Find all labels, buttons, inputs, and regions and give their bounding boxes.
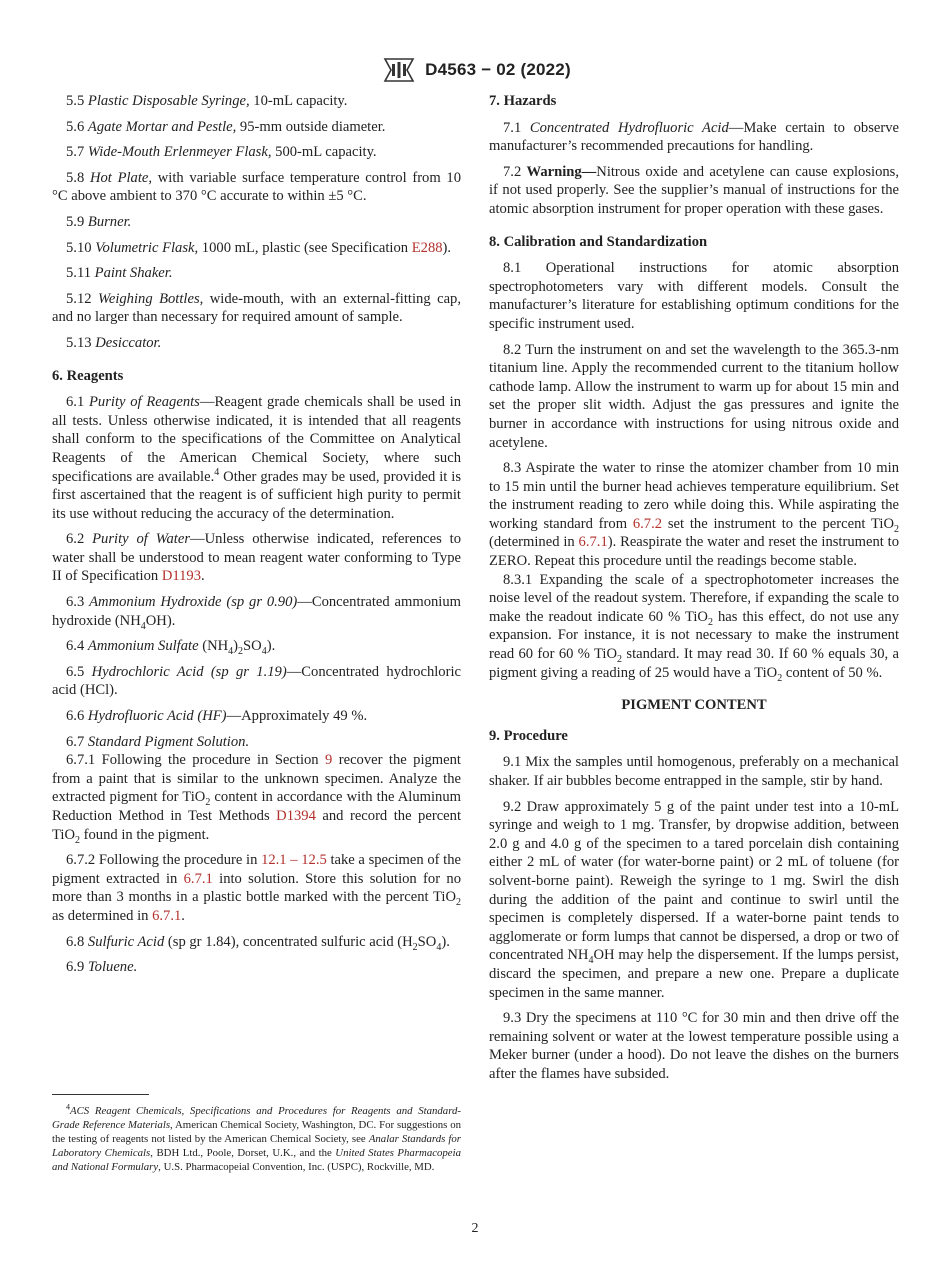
link-6-7-1[interactable]: 6.7.1 xyxy=(578,534,608,551)
section-5-5: 5.5 Plastic Disposable Syringe, 10-mL capacity. xyxy=(66,93,348,109)
section-5-11: 5.11 Paint Shaker. xyxy=(66,265,173,282)
link-6-7-2[interactable]: 6.7.2 xyxy=(632,515,663,532)
link-e288[interactable]: E288 xyxy=(411,239,443,256)
footnote-ref-4[interactable]: 4 xyxy=(214,466,220,478)
section-9-2: 9.2 Draw approximately 5 g of the paint under test into a 10-mL syringe and weigh to 1 mg. Transfer, by dropwise addition, between 2.0 g and 4.0 g of the specimen to a tared porcelain dish containing either 2 mL of water (for water-borne paint) or 2 mL of toluene (for solvent-borne paint). Reweigh the syringe to 1 mg. Swirl the dish during the addition of the paint and continue to swirl until the specimen is completely dispersed. If a water-borne paint tends to agglomerate or form lumps that cannot be dispersed, a drop or two of concentrated $NH_4OH$ may help the dispersement. If the lumps persist, discard the specimen, and prepare a new one. Prepare a duplicate specimen in the same manner. xyxy=(489,798,899,1001)
page-header xyxy=(0,56,950,84)
section-8-1: 8.1 Operational instructions for atomic absorption spectrophotometers vary with different models. Consult the manufacturer’s literature for establishing optimum conditions for the specific instrument used. xyxy=(489,260,899,332)
section-5-10: 5.10 Volumetric Flask, 1000 mL, plastic (see Specification E288). xyxy=(66,239,452,256)
section-6-9: 6.9 Toluene. xyxy=(66,959,138,976)
heading-reagents: 6. Reagents xyxy=(52,367,124,384)
section-7-1: 7.1 Concentrated Hydrofluoric Acid—Make certain to observe manufacturer’s recommended precautions for handling. xyxy=(489,119,899,155)
section-8-2: 8.2 Turn the instrument on and set the wavelength to the 365.3-nm titanium line. Apply the recommended current to the titanium hollow cathode lamp. Allow the instrument to warm up for about 15 min and set the proper slit width. Adjust the gas pressures and ignite the burner in accordance with instructions for using nitrous oxide and acetylene. xyxy=(489,341,899,451)
section-8-3: 8.3 Aspirate the water to rinse the atomizer chamber from 10 min to 15 min until the burner head achieves temperature equilibrium. Set the instrument reading to zero while doing this. While aspirating the working standard from 6.7.2 set the instrument to the percent TiO$_2$ (determined in 6.7.1). Reaspirate the water and reset the instrument to ZERO. Repeat this procedure until the readings become stable. xyxy=(489,460,900,570)
section-5-13: 5.13 Desiccator. xyxy=(66,334,162,351)
footnote-divider xyxy=(52,1094,149,1095)
section-8-3-1: 8.3.1 Expanding the scale of a spectrophotometer increases the noise level of the readout system. Therefore, if expanding the scale to make the readout indicate 60 % TiO$_2$ has this effect, do not use any expansion. For instance, it is not necessary to make the instrument read 60 for 60 % TiO$_2$ standard. It may read 30. If 60 % equals 30, a pigment giving a reading of 25 would have a TiO$_2$ content of 50 %. xyxy=(489,571,899,684)
link-12-1-12-5[interactable]: 12.1 – 12.5 xyxy=(261,852,327,869)
link-section-9[interactable]: 9 xyxy=(325,752,333,769)
section-6-1: 6.1 Purity of Reagents—Reagent grade chemicals shall be used in all tests. Unless otherwise indicated, it is intended that all reagents shall conform to the specifications of the Committee on Analytical Reagents of the American Chemical Society, where such specifications are available.$^4$ Other grades may be used, provided it is first ascertained that the reagent is of sufficient high purity to permit its use without reducing the accuracy of the determination. xyxy=(52,394,461,522)
section-6-8: 6.8 Sulfuric Acid (sp gr 1.84), concentrated sulfuric acid $(H_2SO_4)$. xyxy=(66,933,450,953)
section-6-7: 6.7 Standard Pigment Solution. xyxy=(66,733,250,750)
page-number: 2 xyxy=(471,1221,479,1236)
left-column xyxy=(52,92,461,984)
link-d1193[interactable]: D1193 xyxy=(161,568,202,585)
link-6-7-1[interactable]: 6.7.1 xyxy=(183,870,213,887)
section-6-5: 6.5 Hydrochloric Acid (sp gr 1.19)—Concentrated hydrochloric acid (HCl). xyxy=(52,663,461,699)
right-column xyxy=(489,92,899,1091)
heading-procedure: 9. Procedure xyxy=(489,727,568,744)
link-6-7-1[interactable]: 6.7.1 xyxy=(152,907,182,924)
section-7-2: 7.2 Warning—Nitrous oxide and acetylene can cause explosions, if not used properly. See the supplier’s manual of instructions for the atomic absorption instrument for proper operation with these gases. xyxy=(489,163,899,217)
astm-logo-icon xyxy=(379,56,419,84)
section-5-9: 5.9 Burner. xyxy=(66,213,132,230)
heading-hazards: 7. Hazards xyxy=(489,93,557,109)
section-5-7: 5.7 Wide-Mouth Erlenmeyer Flask, 500-mL capacity. xyxy=(66,144,377,161)
section-6-4: 6.4 Ammonium Sulfate $(NH_4)_2SO_4$). xyxy=(66,638,276,658)
footnote-4: $^4$ACS Reagent Chemicals, Specifications and Procedures for Reagents and Standard-Grade Reference Materials, American Chemical Society, Washington, DC. For suggestions on the testing of reagents not listed by the American Chemical Society, see Analar Standards for Laboratory Chemicals, BDH Ltd., Poole, Dorset, U.K., and the United States Pharmacopeia and National Formulary, U.S. Pharmacopeial Convention, Inc. (USPC), Rockville, MD. xyxy=(52,1102,462,1173)
section-5-8: 5.8 Hot Plate, with variable surface temperature control from 10 °C above ambient to 370 °C accurate to within ±5 °C. xyxy=(52,169,461,205)
link-d1394[interactable]: D1394 xyxy=(276,808,316,824)
section-5-6: 5.6 Agate Mortar and Pestle, 95-mm outside diameter. xyxy=(66,118,386,135)
section-5-12: 5.12 Weighing Bottles, wide-mouth, with an external-fitting cap, and no larger than necessary for required amount of sample. xyxy=(52,290,461,326)
section-6-7-2: 6.7.2 Following the procedure in 12.1 – 12.5 take a specimen of the pigment extracted in 6.7.1 into solution. Store this solution for no more than 3 months in a plastic bottle marked with the percent TiO$_2$ as determined in 6.7.1. xyxy=(52,852,462,924)
heading-pigment-content: PIGMENT CONTENT xyxy=(621,697,767,714)
heading-calibration: 8. Calibration and Standardization xyxy=(489,233,708,250)
section-6-7-1: 6.7.1 Following the procedure in Section 9 recover the pigment from a paint that is similar to the unknown specimen. Analyze the extracted pigment for TiO$_2$ content in accordance with the Aluminum Reduction Method in Test Methods D1394 and record the percent TiO$_2$ found in the pigment. xyxy=(52,752,461,846)
section-6-2: 6.2 Purity of Water—Unless otherwise indicated, references to water shall be understood to mean reagent water conforming to Type II of Specification D1193. xyxy=(52,531,461,585)
section-6-6: 6.6 Hydrofluoric Acid (HF)—Approximately 49 %. xyxy=(66,708,368,725)
section-6-3: 6.3 Ammonium Hydroxide (sp gr 0.90)—Concentrated ammonium hydroxide $(NH_4OH)$. xyxy=(52,594,461,632)
section-9-3: 9.3 Dry the specimens at 110 °C for 30 min and then drive off the remaining solvent or water at the lowest temperature possible using a Meker burner (under a hood). Do not leave the dishes on the burners after the flames have subsided. xyxy=(489,1010,899,1082)
document-id: D4563 − 02 (2022) xyxy=(425,59,571,79)
section-9-1: 9.1 Mix the samples until homogenous, preferably on a mechanical shaker. If air bubbles become entrapped in the sample, stir by hand. xyxy=(489,754,899,789)
